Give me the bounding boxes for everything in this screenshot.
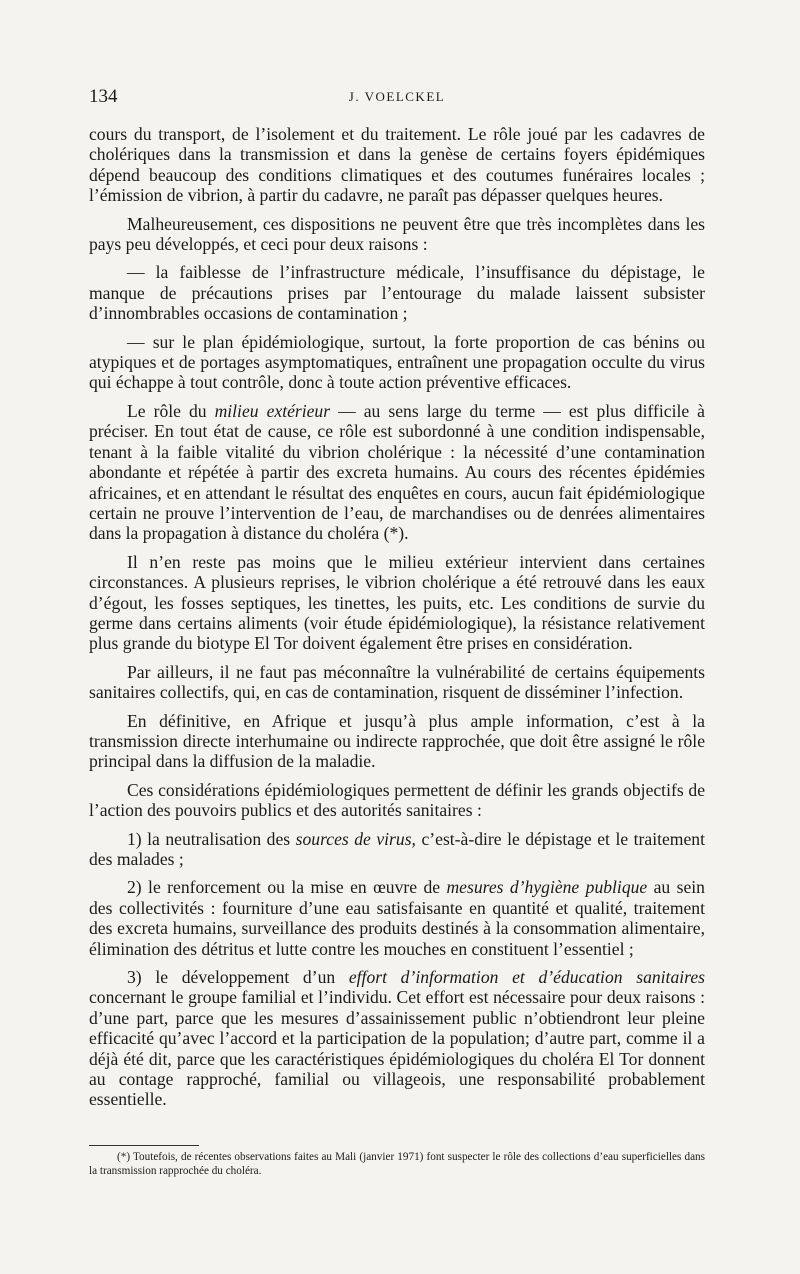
objective-2 bbox=[89, 877, 705, 959]
objective-2-emphasis: mesures d’hygiène publique bbox=[446, 877, 648, 898]
objective-1-emphasis: sources de virus, bbox=[295, 828, 416, 849]
paragraph-8: En définitive, en Afrique et jusqu’à plus ample information, c’est à la transmission directe interhumaine ou indirecte rapprochée, que doit être assigné le rôle principal dans la diffusion de la maladie. bbox=[89, 710, 705, 772]
paragraph-5-emphasis: milieu extérieur bbox=[214, 400, 331, 421]
objective-2-text-a: 2) le renforcement ou la mise en œuvre de bbox=[127, 877, 447, 898]
paragraph-9: Ces considérations épidémiologiques permettent de définir les grands objectifs de l’action des pouvoirs publics et des autorités sanitaires : bbox=[89, 779, 705, 821]
footnote: (*) Toutefois, de récentes observations faites au Mali (janvier 1971) font suspecter le rôle des collections d’eau superficielles dans la transmission rapprochée du choléra. bbox=[89, 1151, 705, 1177]
paragraph-7: Par ailleurs, il ne faut pas méconnaître la vulnérabilité de certains équipements sanitaires collectifs, qui, en cas de contamination, risquent de disséminer l’infection. bbox=[89, 661, 705, 703]
paragraph-4: — sur le plan épidémiologique, surtout, la forte proportion de cas bénins ou atypiques et de portages asymptomatiques, entraînent une propagation occulte du virus qui échappe à tout contrôle, donc à toute action préventive efficaces. bbox=[89, 331, 705, 393]
objective-3-emphasis: effort d’information et d’éducation sanitaires bbox=[348, 967, 705, 988]
running-head-author: J. VOELCKEL bbox=[348, 89, 446, 104]
paragraph-5-text-b: — au sens large du terme — est plus difficile à préciser. En tout état de cause, ce rôle est subordonné à une condition indispensable, tenant à la faible vitalité du vibrion cholérique : la nécessité d’une contamination abondante et répétée à partir des excreta humains. Au cours des récentes épidémies africaines, et en attendant le résultat des enquêtes en cours, aucun fait épidémiologique certain ne prouve l’intervention de l’eau, de marchandises ou de denrées alimentaires dans la propagation à distance du choléra (*). bbox=[89, 400, 705, 544]
objective-3-text-a: 3) le développement d’un bbox=[127, 967, 349, 988]
paragraph-1: cours du transport, de l’isolement et du traitement. Le rôle joué par les cadavres de cholériques dans la transmission et dans la genèse de certains foyers épidémiques dépend beaucoup des conditions climatiques et des coutumes funéraires locales ; l’émission de vibrion, à partir du cadavre, ne paraît pas dépasser quelques heures. bbox=[89, 124, 705, 206]
paragraph-5 bbox=[89, 401, 705, 544]
paragraph-5-text-a: Le rôle du bbox=[127, 400, 215, 421]
footnote-divider bbox=[89, 1145, 199, 1146]
objective-1 bbox=[89, 829, 705, 870]
paragraph-6: Il n’en reste pas moins que le milieu extérieur intervient dans certaines circonstances. A plusieurs reprises, le vibrion cholérique a été retrouvé dans les eaux d’égout, les fosses septiques, les tinettes, les puits, etc. Les conditions de survie du germe dans certains aliments (voir étude épidémiologique), la résistance relativement plus grande du biotype El Tor doivent également être prises en considération. bbox=[89, 551, 705, 654]
objective-1-text-a: 1) la neutralisation des bbox=[127, 828, 296, 849]
body-text bbox=[89, 124, 705, 1118]
objective-3-text-b: concernant le groupe familial et l’individu. Cet effort est nécessaire pour deux raisons : d’une part, parce que les mesures d’assainissement public n’obtiendront leur pleine efficacité qu’avec l’accord et la participation de la population; d’autre part, comme il a déjà été dit, parce que les caractéristiques épidémiologiques du choléra El Tor donnent au contage rapproché, familial ou villageois, une responsabilité probablement essentielle. bbox=[89, 987, 705, 1110]
objective-2-text-b: au sein des collectivités : fourniture d’une eau satisfaisante en quantité et qualité, traitement des excreta humains, surveillance des produits destinés à la consommation alimentaire, élimination des détritus et lutte contre les mouches en constituent l’essentiel ; bbox=[89, 877, 705, 959]
objective-3 bbox=[89, 967, 705, 1110]
objective-1-text-b: c’est-à-dire le dépistage et le traitement des malades ; bbox=[89, 828, 705, 869]
page-number: 134 bbox=[89, 86, 118, 107]
paragraph-2: Malheureusement, ces dispositions ne peuvent être que très incomplètes dans les pays peu développés, et ceci pour deux raisons : bbox=[89, 213, 705, 255]
paragraph-3: — la faiblesse de l’infrastructure médicale, l’insuffisance du dépistage, le manque de précautions prises par l’entourage du malade laissent subsister d’innombrables occasions de contamination ; bbox=[89, 262, 705, 324]
page-header bbox=[89, 86, 705, 110]
